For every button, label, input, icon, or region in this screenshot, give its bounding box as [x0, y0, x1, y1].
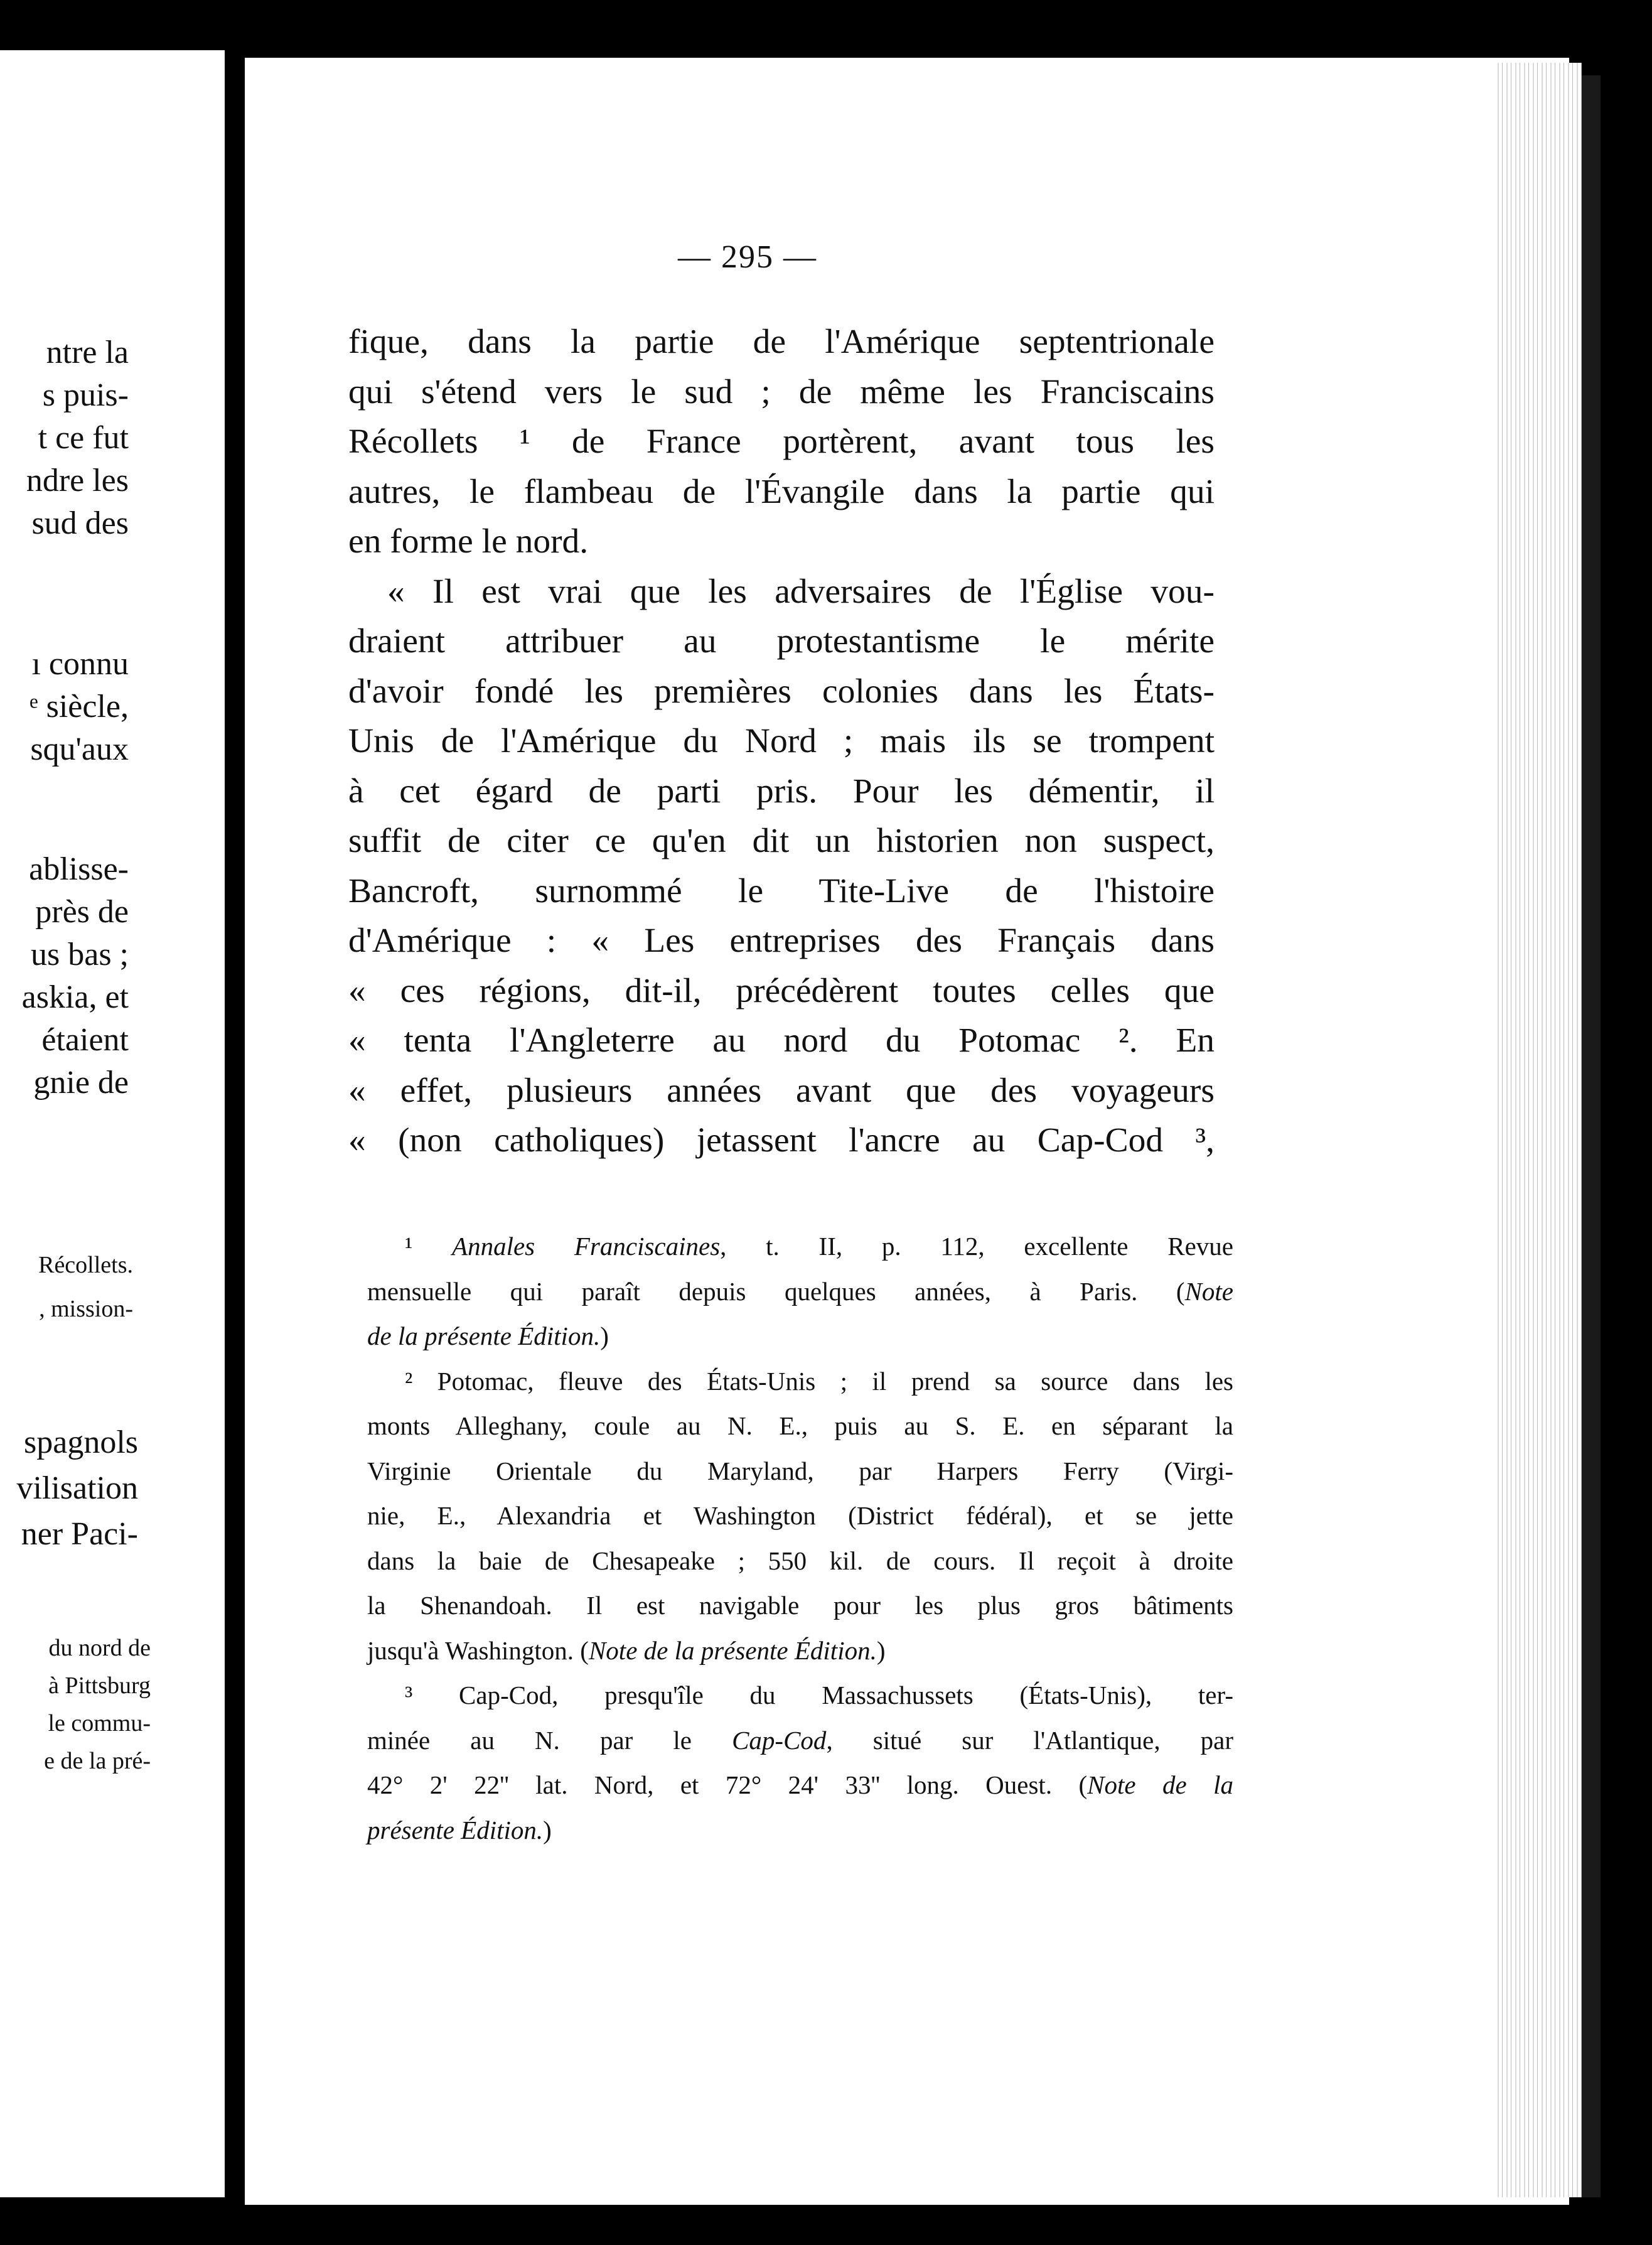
- footnote-line: [367, 1269, 1233, 1315]
- text-line: d'Amérique : « Les entreprises des Français dans: [348, 922, 1215, 960]
- footnote-line: [367, 1808, 1233, 1853]
- italic-text: présente Édition.: [367, 1815, 544, 1844]
- footnote-line: [367, 1449, 1233, 1494]
- footnote-text: ): [600, 1322, 609, 1350]
- footnote-text: ³ Cap-Cod, presqu'île du Massachussets (États-Unis), ter-: [405, 1681, 1233, 1709]
- previous-page-line: Récollets.: [38, 1252, 133, 1278]
- previous-page-line: ᵉ siècle,: [30, 689, 129, 724]
- text-line: en forme le nord.: [348, 522, 589, 561]
- footnote-line: [367, 1224, 1233, 1269]
- footnote-line: [367, 1583, 1233, 1629]
- previous-page-line: étaient: [41, 1022, 129, 1058]
- previous-page-line: le commu-: [48, 1710, 151, 1736]
- footnote-line: [367, 1359, 1233, 1404]
- text-line: « tenta l'Angleterre au nord du Potomac ². En: [348, 1021, 1215, 1060]
- footnote-line: [367, 1629, 1233, 1674]
- footnote-text: la Shenandoah. Il est navigable pour les plus gros bâtiments: [367, 1591, 1233, 1620]
- previous-page-line: e de la pré-: [44, 1748, 151, 1774]
- previous-page-line: ablisse-: [29, 851, 129, 887]
- footnote-text: , situé sur l'Atlantique, par: [826, 1725, 1233, 1755]
- previous-page-line: s puis-: [42, 377, 129, 413]
- footnote-text: Virginie Orientale du Maryland, par Harpers Ferry (Virgi-: [367, 1456, 1233, 1485]
- footnote-text: ¹: [405, 1232, 453, 1261]
- text-line: Récollets ¹ de France portèrent, avant tous les: [348, 423, 1215, 461]
- footnote-text: jusqu'à Washington. (: [367, 1635, 589, 1665]
- text-line: fique, dans la partie de l'Amérique septentrionale: [348, 323, 1215, 361]
- previous-page-line: spagnols: [24, 1424, 138, 1460]
- footnote-text: 42° 2' 22'' lat. Nord, et 72° 24' 33'' long. Ouest. (: [367, 1770, 1088, 1799]
- footnote-text: ² Potomac, fleuve des États-Unis ; il prend sa source dans les: [405, 1366, 1233, 1396]
- previous-page-line: à Pittsburg: [48, 1672, 151, 1699]
- previous-page-line: près de: [35, 894, 129, 930]
- text-line: « Il est vrai que les adversaires de l'Église vou-: [387, 572, 1215, 611]
- text-line: qui s'étend vers le sud ; de même les Franciscains: [348, 372, 1215, 411]
- text-line: « (non catholiques) jetassent l'ancre au Cap-Cod ³,: [348, 1121, 1215, 1160]
- italic-text: Cap-Cod: [732, 1725, 827, 1755]
- footnote-line: [367, 1539, 1233, 1584]
- footnote-2: [367, 1359, 1233, 1674]
- italic-text: Note: [1184, 1276, 1233, 1306]
- footnote-text: mensuelle qui paraît depuis quelques années, à Paris. (: [367, 1276, 1185, 1306]
- page-stack-edge: [1494, 63, 1582, 2197]
- footnote-1: [367, 1224, 1233, 1359]
- previous-page-line: t ce fut: [38, 420, 129, 456]
- previous-page-line: askia, et: [21, 979, 129, 1015]
- footnote-line: [367, 1314, 1233, 1359]
- previous-page-line: sud des: [31, 505, 129, 541]
- page-edge-shadow: [1582, 75, 1601, 2197]
- footnotes: [367, 1224, 1233, 1853]
- footnote-text: , t. II, p. 112, excellente Revue: [720, 1232, 1233, 1261]
- previous-page-line: squ'aux: [30, 731, 129, 767]
- previous-page-line: ı connu: [31, 646, 129, 682]
- text-line: à cet égard de parti pris. Pour les démentir, il: [348, 772, 1215, 810]
- italic-text: Note de la présente Édition.: [588, 1635, 877, 1665]
- previous-page-line: ndre les: [26, 463, 129, 498]
- footnote-line: [367, 1763, 1233, 1808]
- text-line: « effet, plusieurs années avant que des voyageurs: [348, 1071, 1215, 1110]
- text-line: suffit de citer ce qu'en dit un historien non suspect,: [348, 822, 1215, 860]
- previous-page-line: us bas ;: [31, 937, 129, 972]
- previous-page-line: du nord de: [48, 1635, 151, 1661]
- footnote-line: [367, 1494, 1233, 1539]
- text-line: Bancroft, surnommé le Tite-Live de l'histoire: [348, 871, 1215, 910]
- previous-page-line: ner Paci-: [21, 1516, 138, 1552]
- text-line: « ces régions, dit-il, précédèrent toutes celles que: [348, 971, 1215, 1010]
- footnote-text: minée au N. par le: [367, 1725, 732, 1755]
- text-line: d'avoir fondé les premières colonies dans les États-: [348, 672, 1215, 711]
- italic-text: de la présente Édition.: [367, 1322, 601, 1350]
- text-line: draient attribuer au protestantisme le mérite: [348, 622, 1215, 660]
- footnote-text: ): [543, 1815, 552, 1844]
- previous-page-line: , mission-: [39, 1296, 133, 1322]
- text-line: Unis de l'Amérique du Nord ; mais ils se trompent: [348, 722, 1215, 760]
- footnote-text: nie, E., Alexandria et Washington (District fédéral), et se jette: [367, 1501, 1233, 1530]
- footnote-line: [367, 1673, 1233, 1718]
- previous-page-line: ntre la: [46, 335, 129, 370]
- italic-text: Annales Franciscaines: [452, 1232, 721, 1261]
- previous-page-line: vilisation: [16, 1470, 138, 1506]
- footnote-text: ): [876, 1635, 886, 1665]
- footnote-text: monts Alleghany, coule au N. E., puis au S. E. en séparant la: [367, 1411, 1233, 1440]
- main-body-text: [348, 317, 1215, 1166]
- italic-text: Note de la: [1087, 1770, 1233, 1799]
- footnote-text: dans la baie de Chesapeake ; 550 kil. de cours. Il reçoit à droite: [367, 1546, 1233, 1575]
- footnote-line: [367, 1718, 1233, 1763]
- footnote-3: [367, 1673, 1233, 1853]
- previous-page-line: gnie de: [33, 1065, 129, 1101]
- footnote-line: [367, 1404, 1233, 1449]
- page-number: — 295 —: [678, 239, 817, 275]
- text-line: autres, le flambeau de l'Évangile dans la partie qui: [348, 472, 1215, 511]
